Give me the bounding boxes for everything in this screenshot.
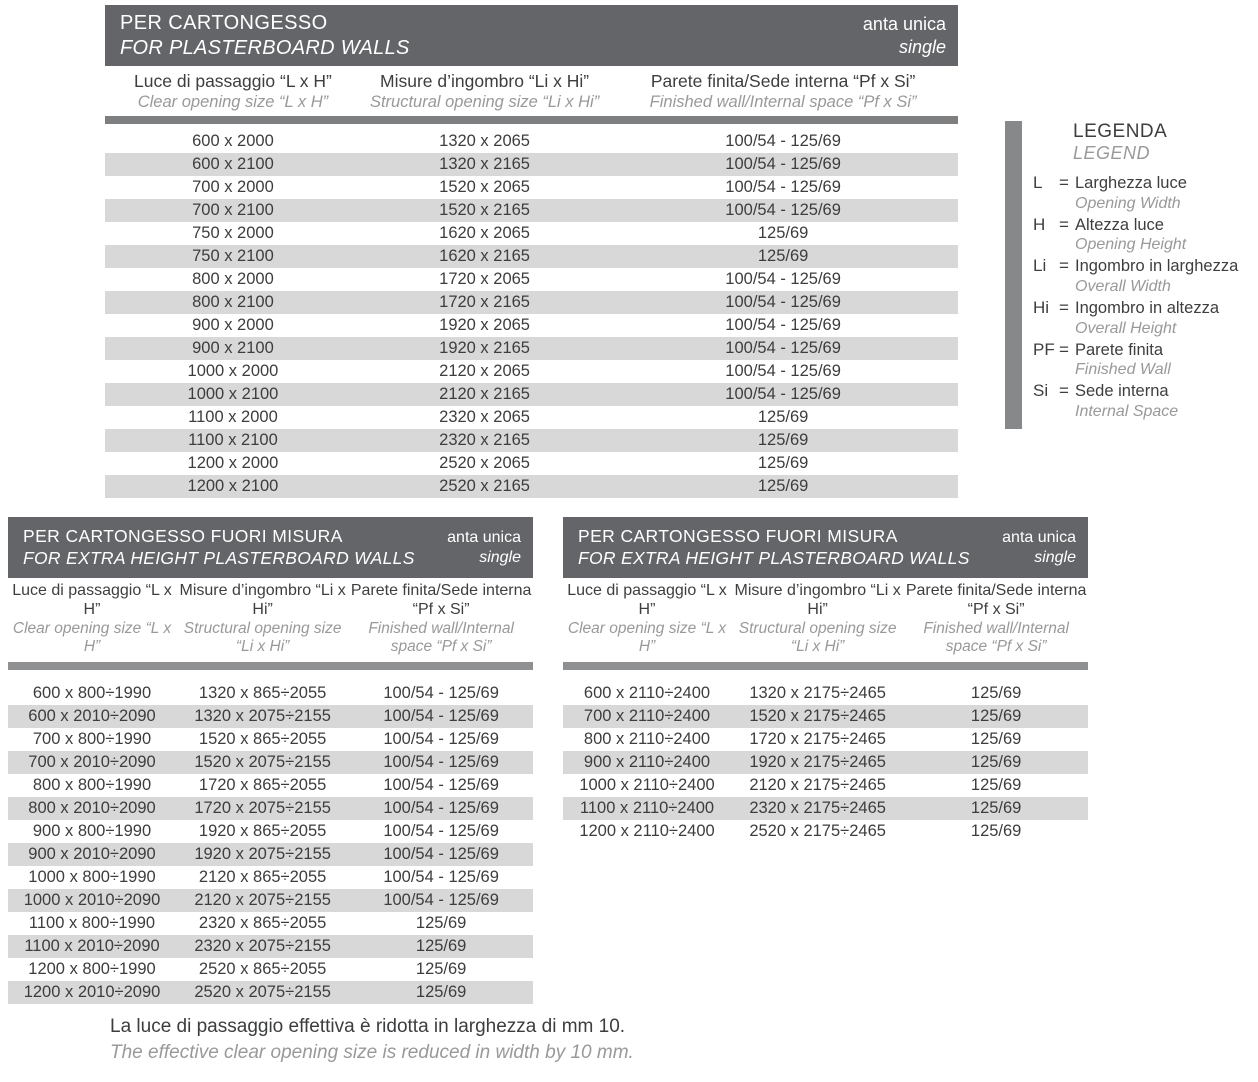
separator-bar (105, 116, 958, 124)
table-cell: 125/69 (757, 246, 809, 265)
table-row (563, 705, 1088, 728)
table-row (105, 337, 958, 360)
column-label-italian: Luce di passaggio “L x H” (134, 71, 332, 91)
table-cell: 1000 x 2110÷2400 (579, 776, 715, 795)
table-cell: 2120 x 865÷2055 (198, 868, 327, 887)
table-cell: 700 x 2100 (192, 200, 274, 219)
column-label-italian: Misure d’ingombro “Li x Hi” (734, 582, 901, 618)
table-row (8, 682, 533, 705)
table-cell: 100/54 - 125/69 (725, 200, 841, 219)
legend-term-italian: Parete finita (1075, 340, 1164, 359)
table-cell: 1520 x 2075÷2155 (194, 753, 331, 772)
table-cell: 750 x 2000 (192, 223, 274, 242)
legend-entry (1033, 381, 1258, 422)
legend-symbol: Si (1033, 381, 1049, 401)
table-row (8, 797, 533, 820)
table-cell: 700 x 800÷1990 (32, 730, 152, 749)
table-row (563, 797, 1088, 820)
table-cell: 600 x 2010÷2090 (28, 707, 156, 726)
table-cell: 125/69 (757, 476, 809, 495)
column-label-italian: Misure d’ingombro “Li x Hi” (380, 71, 590, 91)
table-cell: 125/69 (415, 914, 467, 933)
table-cell: 1920 x 2075÷2155 (194, 845, 331, 864)
table-cell: 900 x 2010÷2090 (28, 845, 156, 864)
table-cell: 125/69 (970, 730, 1022, 749)
table-title-band (105, 5, 958, 66)
table-cell: 1720 x 865÷2055 (198, 776, 327, 795)
table-cell: 2120 x 2075÷2155 (194, 891, 331, 910)
table-extra-height-right (563, 517, 1088, 843)
table-cell: 100/54 - 125/69 (383, 776, 499, 795)
legend-symbol: H (1033, 214, 1046, 234)
table-cell: 600 x 2100 (192, 154, 274, 173)
table-title-italian: PER CARTONGESSO (120, 12, 328, 35)
table-title-band (8, 517, 533, 578)
legend-entry (1033, 298, 1258, 339)
badge-english: single (898, 36, 946, 57)
table-cell: 2520 x 2175÷2465 (749, 822, 886, 841)
table-title-english: FOR EXTRA HEIGHT PLASTERBOARD WALLS (578, 547, 970, 568)
legend-term-italian: Sede interna (1075, 382, 1169, 401)
column-label-italian: Parete finita/Sede interna “Pf x Si” (650, 71, 916, 91)
column-headers (105, 66, 958, 116)
legend-term-italian: Altezza luce (1075, 215, 1164, 234)
table-cell: 1920 x 2175÷2465 (749, 753, 886, 772)
table-title-band (563, 517, 1088, 578)
table-row (105, 452, 958, 475)
table-body (563, 682, 1088, 843)
table-title-italian: PER CARTONGESSO FUORI MISURA (23, 526, 343, 547)
table-cell: 1320 x 2065 (439, 131, 530, 150)
table-cell: 100/54 - 125/69 (725, 177, 841, 196)
table-cell: 100/54 - 125/69 (383, 730, 499, 749)
table-cell: 1920 x 2065 (439, 315, 530, 334)
table-cell: 1320 x 2075÷2155 (194, 707, 331, 726)
table-cell: 2520 x 2165 (439, 476, 530, 495)
table-cell: 900 x 800÷1990 (32, 822, 152, 841)
legend-entry (1033, 256, 1258, 297)
table-cell: 1200 x 2100 (187, 476, 279, 495)
table-row (563, 682, 1088, 705)
table-cell: 1320 x 2175÷2465 (749, 684, 886, 703)
table-title-italian: PER CARTONGESSO FUORI MISURA (578, 526, 898, 547)
table-cell: 125/69 (757, 453, 809, 472)
table-title (120, 11, 410, 60)
legend-term-italian: Larghezza luce (1075, 174, 1187, 193)
table-title-english: FOR PLASTERBOARD WALLS (120, 36, 410, 59)
column-label-english: Finished wall/Internal space “Pf x Si” (923, 619, 1069, 656)
table-cell: 100/54 - 125/69 (383, 799, 499, 818)
table-row (105, 176, 958, 199)
table-cell: 2120 x 2175÷2465 (749, 776, 886, 795)
table-cell: 1520 x 2065 (439, 177, 530, 196)
column-label-english: Clear opening size “L x H” (137, 92, 329, 111)
table-row (8, 935, 533, 958)
legend-title-english: LEGEND (1073, 143, 1151, 164)
equals-sign: = (1059, 298, 1069, 317)
table-cell: 100/54 - 125/69 (383, 707, 499, 726)
table-cell: 125/69 (415, 960, 467, 979)
column-label-english: Structural opening size “Li x Hi” (738, 619, 897, 656)
table-row (8, 728, 533, 751)
table-cell: 2520 x 865÷2055 (198, 960, 327, 979)
table-row (105, 429, 958, 452)
equals-sign: = (1059, 214, 1069, 234)
table-cell: 1100 x 2100 (188, 430, 278, 449)
table-cell: 1720 x 2075÷2155 (194, 799, 331, 818)
legend-term-english: Opening Width (1075, 194, 1181, 212)
table-cell: 900 x 2100 (192, 338, 274, 357)
legend-term-english: Overall Height (1075, 319, 1177, 337)
table-cell: 1520 x 2175÷2465 (749, 707, 886, 726)
table-cell: 1200 x 2000 (187, 453, 279, 472)
table-cell: 1100 x 800÷1990 (28, 914, 156, 933)
legend-symbol: Hi (1033, 298, 1050, 317)
table-cell: 750 x 2100 (192, 246, 274, 265)
legend-entry (1033, 173, 1258, 214)
door-type-badge (447, 528, 521, 568)
table-cell: 125/69 (970, 799, 1022, 818)
table-row (105, 406, 958, 429)
table-cell: 1520 x 865÷2055 (198, 730, 327, 749)
separator-bar (8, 662, 533, 670)
table-title (578, 526, 970, 569)
column-header-finished-wall (904, 582, 1088, 656)
table-cell: 900 x 2110÷2400 (583, 753, 711, 772)
table-cell: 1320 x 865÷2055 (198, 684, 327, 703)
table-cell: 2320 x 2065 (439, 407, 530, 426)
table-cell: 125/69 (757, 223, 809, 242)
table-cell: 2320 x 2075÷2155 (194, 937, 331, 956)
table-cell: 100/54 - 125/69 (725, 361, 841, 380)
legend-symbol: Li (1033, 256, 1047, 276)
table-extra-height-left (8, 517, 533, 1004)
table-cell: 2320 x 2165 (439, 430, 530, 449)
table-cell: 2120 x 2165 (439, 384, 530, 403)
legend-term-italian: Ingombro in larghezza (1075, 257, 1239, 276)
separator-bar (563, 662, 1088, 670)
column-label-italian: Luce di passaggio “L x H” (12, 582, 172, 618)
column-label-english: Finished wall/Internal space “Pf x Si” (649, 92, 917, 111)
column-header-clear-opening (563, 582, 731, 656)
column-label-italian: Parete finita/Sede interna “Pf x Si” (350, 582, 532, 618)
table-cell: 100/54 - 125/69 (725, 338, 841, 357)
table-cell: 1000 x 2000 (187, 361, 279, 380)
table-cell: 1100 x 2010÷2090 (24, 937, 160, 956)
table-row (105, 268, 958, 291)
table-row (105, 475, 958, 498)
column-label-italian: Misure d’ingombro “Li x Hi” (179, 582, 346, 618)
table-cell: 125/69 (970, 684, 1022, 703)
column-header-structural-opening (361, 71, 608, 113)
footnote (110, 1014, 634, 1065)
table-cell: 1620 x 2165 (439, 246, 530, 265)
table-cell: 700 x 2110÷2400 (583, 707, 711, 726)
table-cell: 125/69 (970, 707, 1022, 726)
door-type-badge (863, 13, 946, 58)
table-row (8, 889, 533, 912)
badge-italian: anta unica (862, 14, 946, 34)
table-cell: 100/54 - 125/69 (383, 845, 499, 864)
column-header-structural-opening (731, 582, 904, 656)
table-cell: 100/54 - 125/69 (725, 154, 841, 173)
column-label-english: Structural opening size “Li x Hi” (369, 92, 600, 111)
table-cell: 100/54 - 125/69 (383, 684, 499, 703)
table-title-english: FOR EXTRA HEIGHT PLASTERBOARD WALLS (23, 547, 415, 568)
table-cell: 800 x 800÷1990 (32, 776, 152, 795)
badge-italian: anta unica (1002, 528, 1076, 546)
table-body (8, 682, 533, 1004)
table-row (105, 291, 958, 314)
table-cell: 100/54 - 125/69 (725, 315, 841, 334)
badge-italian: anta unica (447, 528, 521, 546)
table-cell: 100/54 - 125/69 (725, 131, 841, 150)
table-cell: 100/54 - 125/69 (725, 269, 841, 288)
table-cell: 100/54 - 125/69 (725, 384, 841, 403)
table-cell: 1000 x 2100 (187, 384, 279, 403)
table-cell: 800 x 2110÷2400 (583, 730, 711, 749)
column-header-finished-wall (349, 582, 533, 656)
legend-term-english: Finished Wall (1075, 361, 1171, 379)
table-cell: 100/54 - 125/69 (383, 891, 499, 910)
column-headers (8, 578, 533, 662)
table-row (563, 751, 1088, 774)
legend-entry (1033, 340, 1258, 381)
legend-term-english: Overall Width (1075, 278, 1171, 295)
table-row (105, 222, 958, 245)
table-cell: 2520 x 2075÷2155 (194, 983, 331, 1002)
table-cell: 1520 x 2165 (439, 200, 530, 219)
footnote-english: The effective clear opening size is reduced in width by 10 mm. (110, 1041, 634, 1063)
table-row (8, 705, 533, 728)
table-cell: 1720 x 2175÷2465 (749, 730, 886, 749)
column-label-english: Clear opening size “L x H” (12, 619, 172, 656)
table-cell: 125/69 (757, 407, 809, 426)
table-cell: 1920 x 865÷2055 (198, 822, 327, 841)
column-header-clear-opening (105, 71, 361, 113)
legend-term-italian: Ingombro in altezza (1075, 299, 1219, 317)
table-cell: 1720 x 2065 (439, 269, 530, 288)
table-body (105, 130, 958, 498)
column-label-english: Finished wall/Internal space “Pf x Si” (368, 619, 514, 656)
table-cell: 1000 x 800÷1990 (28, 868, 156, 887)
table-cell: 1320 x 2165 (439, 154, 530, 173)
table-cell: 2520 x 2065 (439, 453, 530, 472)
table-cell: 125/69 (970, 776, 1022, 795)
column-label-italian: Parete finita/Sede interna “Pf x Si” (905, 582, 1087, 618)
table-cell: 1200 x 2010÷2090 (23, 983, 161, 1002)
table-plasterboard (105, 5, 958, 498)
table-cell: 1100 x 2000 (188, 407, 278, 426)
table-cell: 125/69 (970, 822, 1022, 841)
badge-english: single (479, 548, 521, 566)
table-row (563, 774, 1088, 797)
column-header-finished-wall (608, 71, 958, 113)
legend-symbol: L (1033, 173, 1043, 193)
table-cell: 100/54 - 125/69 (383, 822, 499, 841)
table-cell: 800 x 2100 (192, 292, 274, 311)
legend-title (1073, 120, 1258, 165)
table-cell: 1720 x 2165 (439, 292, 530, 311)
table-cell: 100/54 - 125/69 (725, 292, 841, 311)
legend (1005, 120, 1258, 423)
column-label-italian: Luce di passaggio “L x H” (567, 582, 727, 618)
door-type-badge (1002, 528, 1076, 568)
table-cell: 125/69 (970, 753, 1022, 772)
table-cell: 700 x 2010÷2090 (28, 753, 156, 772)
column-label-english: Structural opening size “Li x Hi” (183, 619, 342, 656)
table-cell: 100/54 - 125/69 (383, 753, 499, 772)
table-row (105, 245, 958, 268)
table-cell: 100/54 - 125/69 (383, 868, 499, 887)
column-header-clear-opening (8, 582, 176, 656)
table-cell: 1100 x 2110÷2400 (579, 799, 715, 818)
table-row (8, 820, 533, 843)
badge-english: single (1034, 548, 1076, 566)
table-cell: 1200 x 800÷1990 (28, 960, 156, 979)
legend-accent-bar (1005, 121, 1022, 429)
table-cell: 2320 x 865÷2055 (198, 914, 327, 933)
table-row (8, 981, 533, 1004)
table-cell: 800 x 2010÷2090 (28, 799, 156, 818)
column-headers (563, 578, 1088, 662)
table-cell: 600 x 800÷1990 (32, 684, 152, 703)
table-row (563, 728, 1088, 751)
legend-term-english: Opening Height (1075, 236, 1187, 254)
table-cell: 2120 x 2065 (439, 361, 530, 380)
table-row (105, 360, 958, 383)
table-row (8, 958, 533, 981)
table-cell: 1620 x 2065 (439, 223, 530, 242)
table-row (105, 130, 958, 153)
legend-term-english: Internal Space (1075, 402, 1179, 420)
footnote-italian: La luce di passaggio effettiva è ridotta in larghezza di mm 10. (110, 1016, 626, 1037)
legend-entry (1033, 215, 1258, 256)
legend-symbol: PF (1033, 339, 1055, 359)
equals-sign: = (1059, 256, 1069, 276)
legend-title-italian: LEGENDA (1073, 121, 1168, 142)
table-cell: 2320 x 2175÷2465 (749, 799, 886, 818)
column-header-structural-opening (176, 582, 349, 656)
table-cell: 700 x 2000 (192, 177, 274, 196)
table-cell: 1920 x 2165 (439, 338, 530, 357)
table-row (105, 314, 958, 337)
table-cell: 125/69 (415, 937, 467, 956)
column-label-english: Clear opening size “L x H” (567, 619, 727, 656)
table-cell: 125/69 (757, 430, 809, 449)
table-cell: 125/69 (415, 983, 467, 1002)
equals-sign: = (1059, 339, 1069, 359)
table-row (8, 866, 533, 889)
equals-sign: = (1059, 173, 1069, 193)
table-cell: 800 x 2000 (192, 269, 274, 288)
table-row (105, 199, 958, 222)
table-row (105, 383, 958, 406)
table-row (8, 774, 533, 797)
table-cell: 900 x 2000 (192, 315, 274, 334)
table-row (105, 153, 958, 176)
equals-sign: = (1059, 381, 1069, 401)
table-row (8, 751, 533, 774)
table-row (8, 843, 533, 866)
table-row (8, 912, 533, 935)
table-title (23, 526, 415, 569)
table-row (563, 820, 1088, 843)
table-cell: 1200 x 2110÷2400 (579, 822, 715, 841)
table-cell: 1000 x 2010÷2090 (23, 891, 161, 910)
table-cell: 600 x 2110÷2400 (583, 684, 711, 703)
table-cell: 600 x 2000 (192, 131, 274, 150)
